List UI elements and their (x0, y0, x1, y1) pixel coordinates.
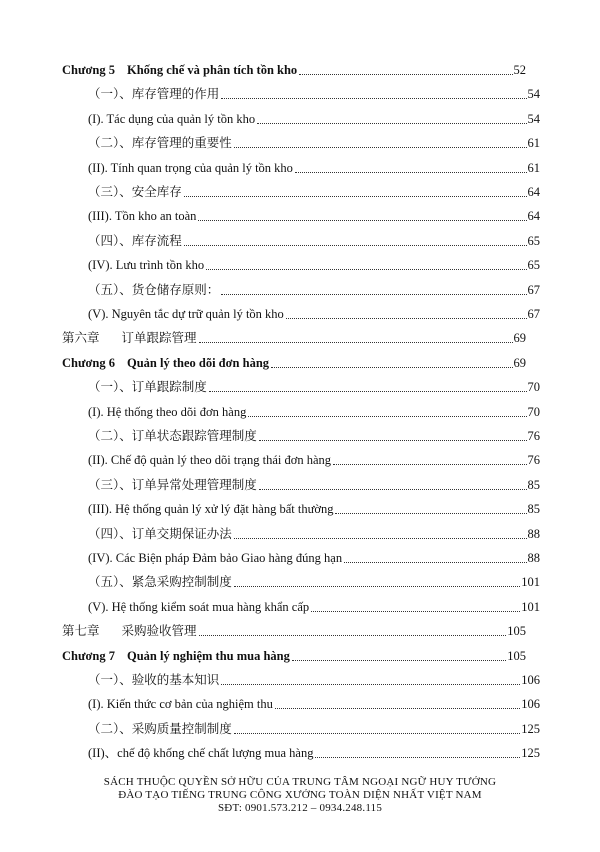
toc-entry-text: Quản lý theo dõi đơn hàng (126, 355, 270, 370)
toc-entry-title (88, 550, 342, 566)
toc-entry-title (88, 501, 333, 517)
toc-entry-title (88, 696, 273, 712)
toc-entry[interactable] (88, 400, 540, 420)
toc-entry[interactable] (88, 229, 540, 249)
toc-page-number: 85 (527, 477, 540, 492)
dot-leader (335, 513, 526, 514)
toc-entry[interactable] (88, 204, 540, 224)
toc-entry[interactable] (62, 58, 526, 78)
toc-entry[interactable] (88, 717, 540, 737)
toc-entry[interactable] (88, 546, 540, 566)
toc-entry[interactable] (88, 375, 540, 395)
toc-entry-title (62, 355, 269, 371)
toc-page-number: 54 (527, 111, 540, 126)
toc-page-number: 70 (527, 380, 540, 395)
toc-page-number: 67 (527, 282, 540, 297)
toc-entry[interactable] (62, 326, 526, 346)
dot-leader (199, 635, 507, 636)
toc-entry[interactable] (62, 644, 526, 664)
toc-page-number: 52 (513, 63, 526, 77)
toc-entry-title (88, 599, 309, 615)
toc-entry-title (62, 623, 197, 639)
toc-page-number: 88 (527, 551, 540, 565)
toc-entry-text: （四）、订单交期保证办法 (88, 526, 232, 541)
toc-page-number: 85 (527, 502, 540, 517)
toc-entry-text: （二）、订单状态跟踪管理制度 (88, 429, 257, 443)
toc-entry-title (62, 62, 297, 78)
toc-entry-title (88, 111, 255, 127)
toc-entry-title (88, 257, 204, 273)
dot-leader (184, 196, 527, 197)
dot-leader (184, 245, 527, 246)
toc-entry-text: (III). Tồn kho an toàn (88, 209, 197, 224)
footer-line-2: ĐÀO TẠO TIẾNG TRUNG CÔNG XƯỞNG TOÀN DIỆN NHẤT VIỆT NAM (118, 789, 482, 801)
toc-page-number: 76 (527, 453, 540, 468)
toc-entry[interactable] (88, 302, 540, 322)
toc-page-number: 69 (513, 355, 526, 370)
footer-line-3: SĐT: 0901.573.212 – 0934.248.115 (217, 802, 383, 814)
toc-page-number: 61 (527, 160, 540, 175)
toc-entry-text: 订单跟踪管理 (121, 331, 197, 346)
toc-entry-text: （一）、库存管理的作用 (88, 87, 220, 102)
dot-leader (221, 98, 526, 99)
dot-leader (259, 489, 527, 490)
dot-leader (295, 172, 527, 173)
toc-page-number: 101 (521, 599, 540, 614)
dot-leader (221, 684, 520, 685)
toc-entry[interactable] (88, 570, 540, 590)
toc-entry-text: (I). Kiến thức cơ bản của nghiệm thu (88, 697, 273, 712)
dot-leader (275, 708, 520, 709)
toc-entry-text: （五）、货仓储存原则： (88, 282, 220, 297)
toc-entry[interactable] (88, 131, 540, 151)
dot-leader (271, 367, 512, 368)
toc-entry-title (88, 428, 257, 444)
toc-page-number: 70 (527, 404, 540, 419)
toc-entry-title (88, 379, 207, 395)
toc-entry[interactable] (88, 107, 540, 127)
toc-page-number: 106 (521, 697, 540, 712)
toc-entry-text: （三）、订单异常处理管理制度 (88, 477, 257, 492)
dot-leader (299, 74, 512, 75)
toc-entry[interactable] (88, 741, 540, 761)
toc-entry-text: （四）、库存流程 (88, 233, 182, 248)
toc-entry[interactable] (88, 595, 540, 615)
toc-entry[interactable] (88, 253, 540, 273)
toc-entry[interactable] (88, 522, 540, 542)
toc-entry[interactable] (62, 619, 526, 639)
toc-page-number: 105 (507, 624, 526, 639)
toc-entry-text: （一）、订单跟踪制度 (88, 380, 207, 395)
toc-entry-title (88, 477, 257, 493)
toc-entry-title (88, 233, 182, 249)
dot-leader (257, 123, 526, 124)
toc-page-number: 125 (521, 721, 540, 736)
dot-leader (315, 757, 520, 758)
toc-entry-text: (IV). Các Biện pháp Đảm bảo Giao hàng đúng hạn (88, 551, 343, 565)
toc-entry-text: 采购验收管理 (121, 624, 197, 639)
toc-entry-title (88, 404, 246, 420)
toc-entry-title (88, 135, 232, 151)
toc-entry-title (62, 330, 197, 346)
toc-entry-title (88, 745, 313, 761)
dot-leader (333, 464, 526, 465)
toc-page-number: 76 (527, 429, 540, 443)
toc-chapter-label: 第六章 (62, 331, 100, 346)
dot-leader (311, 611, 520, 612)
dot-leader (198, 220, 526, 221)
dot-leader (234, 586, 520, 587)
dot-leader (234, 733, 520, 734)
toc-entry[interactable] (88, 668, 540, 688)
toc-entry-title (88, 160, 293, 176)
toc-entry-text: （二）、库存管理的重要性 (88, 136, 232, 151)
footer-line-1: SÁCH THUỘC QUYỀN SỞ HỮU CỦA TRUNG TÂM NGOẠI NGỮ HUY TƯỞNG (103, 776, 497, 788)
toc-entry-text: (I). Tác dụng của quản lý tồn kho (88, 111, 256, 126)
toc-entry-title (88, 86, 219, 102)
toc-page-number: 106 (521, 673, 540, 687)
dot-leader (234, 538, 527, 539)
toc-entry-text: (I). Hệ thống theo dõi đơn hàng (88, 404, 247, 419)
toc-entry-text: (II). Chế độ quản lý theo dõi trạng thái đơn hàng (88, 453, 332, 468)
toc-entry-text: （一）、验收的基本知识 (88, 673, 220, 687)
toc-entry[interactable] (88, 473, 540, 493)
toc-entry-title (88, 574, 232, 590)
toc-page-number: 88 (527, 526, 540, 541)
toc-entry[interactable] (88, 278, 540, 298)
toc-page-number: 67 (527, 307, 540, 321)
toc-entry[interactable] (88, 424, 540, 444)
dot-leader (286, 318, 527, 319)
toc-page-number: 61 (527, 136, 540, 151)
toc-chapter-label: Chương 6 (62, 355, 115, 370)
toc-entry[interactable] (88, 82, 540, 102)
toc-entry-title (62, 648, 290, 664)
toc-entry[interactable] (88, 692, 540, 712)
toc-page-number: 64 (527, 185, 540, 199)
toc-entry-text: （三）、安全库存 (88, 185, 182, 199)
toc-entry-text: (II)、chế độ khống chế chất lượng mua hàng (88, 746, 314, 761)
toc-entry-text: (V). Nguyên tắc dự trữ quản lý tồn kho (88, 307, 284, 321)
dot-leader (209, 391, 527, 392)
toc-entry-text: （五）、紧急采购控制制度 (88, 575, 232, 590)
toc-entry-title (88, 526, 232, 542)
toc-entry[interactable] (88, 497, 540, 517)
toc-page-number: 65 (527, 258, 540, 273)
toc-page-number: 64 (527, 209, 540, 224)
toc-entry-title (88, 306, 284, 322)
dot-leader (292, 660, 506, 661)
toc-entry-text: Quản lý nghiệm thu mua hàng (126, 648, 290, 663)
toc-entry[interactable] (62, 351, 526, 371)
toc-entry-title (88, 184, 182, 200)
toc-entry-text: Khống chế và phân tích tồn kho (126, 63, 298, 77)
toc-entry-title (88, 282, 219, 298)
dot-leader (199, 342, 513, 343)
toc-entry[interactable] (88, 156, 540, 176)
dot-leader (248, 416, 526, 417)
toc-entry[interactable] (88, 180, 540, 200)
dot-leader (234, 147, 527, 148)
toc-entry-text: (III). Hệ thống quản lý xử lý đặt hàng bất thường (88, 502, 334, 517)
toc-page-number: 54 (527, 87, 540, 102)
toc-page-number: 105 (507, 648, 526, 663)
dot-leader (259, 440, 527, 441)
dot-leader (206, 269, 526, 270)
toc-entry-title (88, 721, 232, 737)
toc-entry[interactable] (88, 448, 540, 468)
toc-page-number: 125 (521, 746, 540, 761)
toc-entry-title (88, 672, 219, 688)
toc-page-number: 69 (513, 331, 526, 346)
toc-chapter-label: Chương 5 (62, 63, 115, 77)
toc-page-number: 65 (527, 233, 540, 248)
dot-leader (221, 294, 526, 295)
toc-page-number: 101 (521, 575, 540, 590)
toc-entry-text: (II). Tính quan trọng của quản lý tồn kho (88, 160, 293, 175)
toc-entry-text: (V). Hệ thống kiểm soát mua hàng khẩn cấp (88, 599, 310, 614)
toc-entry-text: (IV). Lưu trình tồn kho (88, 258, 205, 273)
toc-entry-text: （二）、采购质量控制制度 (88, 721, 232, 736)
toc-entry-title (88, 208, 196, 224)
toc-chapter-label: 第七章 (62, 624, 100, 639)
toc-chapter-label: Chương 7 (62, 648, 115, 663)
footer (0, 776, 600, 815)
toc-entry-title (88, 452, 331, 468)
dot-leader (344, 562, 526, 563)
